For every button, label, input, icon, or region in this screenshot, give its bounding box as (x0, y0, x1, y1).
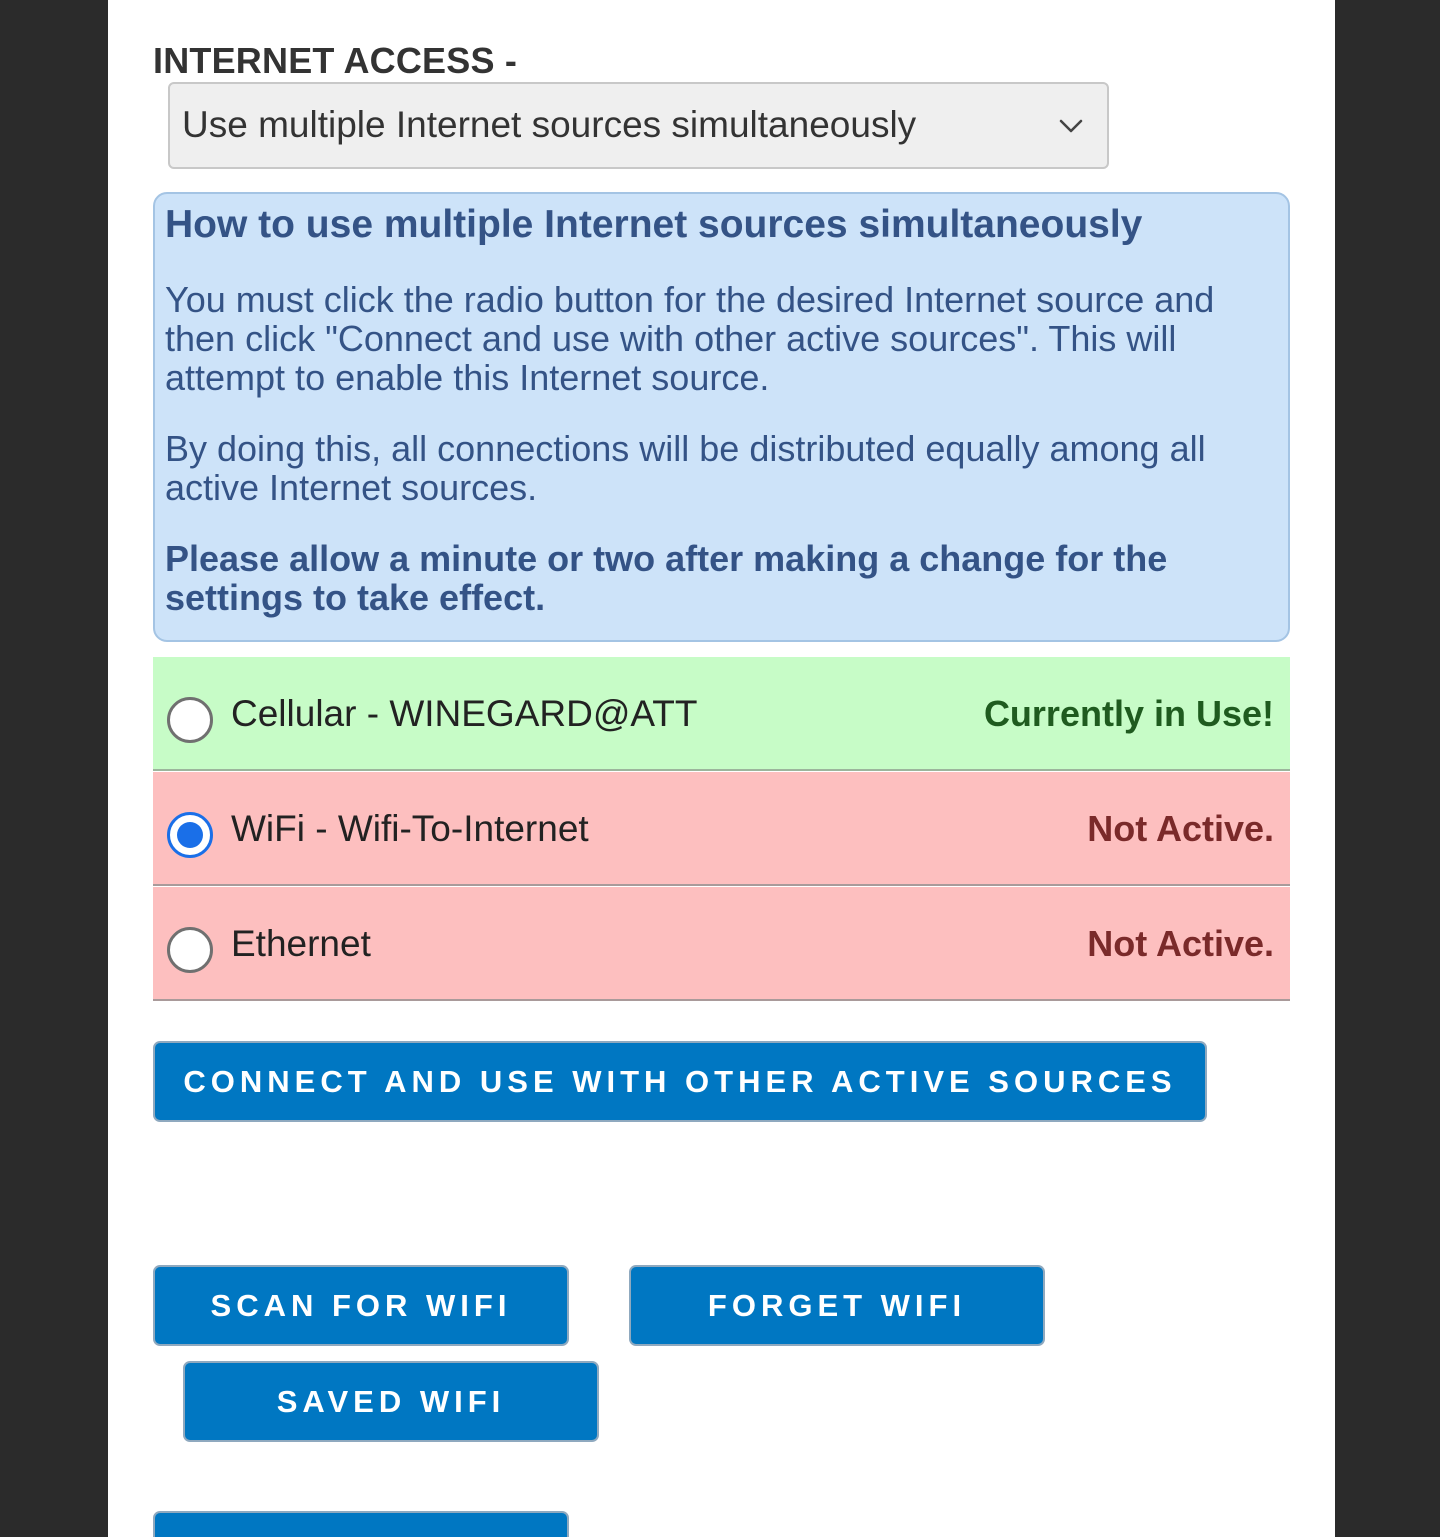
more-button-partial[interactable] (153, 1511, 569, 1537)
internet-mode-selected-value: Use multiple Internet sources simultaneously (182, 104, 917, 145)
info-panel (153, 192, 1290, 642)
source-label-cellular: Cellular - WINEGARD@ATT (231, 693, 698, 734)
source-status-ethernet: Not Active. (1087, 923, 1274, 964)
scan-wifi-button[interactable]: SCAN FOR WIFI (153, 1265, 569, 1346)
info-instructions: You must click the radio button for the desired Internet source and then click "Connect and use with other active sources". This will attempt to enable this Internet source. (165, 279, 1215, 398)
saved-wifi-button[interactable]: SAVED WIFI (183, 1361, 599, 1442)
internet-settings-page (108, 0, 1335, 1537)
connect-button[interactable]: CONNECT AND USE WITH OTHER ACTIVE SOURCES (153, 1041, 1207, 1122)
source-status-wifi: Not Active. (1087, 808, 1274, 849)
source-radio-wifi[interactable] (167, 812, 213, 858)
info-heading: How to use multiple Internet sources simultaneously (165, 203, 1143, 246)
source-row-ethernet[interactable] (153, 887, 1290, 1001)
source-radio-cellular[interactable] (167, 697, 213, 743)
internet-mode-select[interactable] (168, 82, 1109, 169)
info-delay-note: Please allow a minute or two after making a change for the settings to take effect. (165, 538, 1168, 618)
forget-wifi-button[interactable]: FORGET WIFI (629, 1265, 1045, 1346)
chevron-down-icon (1055, 110, 1087, 142)
source-label-wifi: WiFi - Wifi-To-Internet (231, 808, 589, 849)
source-row-cellular[interactable] (153, 657, 1290, 771)
source-status-cellular: Currently in Use! (983, 693, 1274, 734)
source-radio-ethernet[interactable] (167, 927, 213, 973)
internet-access-title: INTERNET ACCESS - (153, 40, 518, 81)
source-row-wifi[interactable] (153, 772, 1290, 886)
info-distribution-note: By doing this, all connections will be distributed equally among all active Internet sources. (165, 428, 1206, 508)
source-label-ethernet: Ethernet (231, 923, 371, 964)
